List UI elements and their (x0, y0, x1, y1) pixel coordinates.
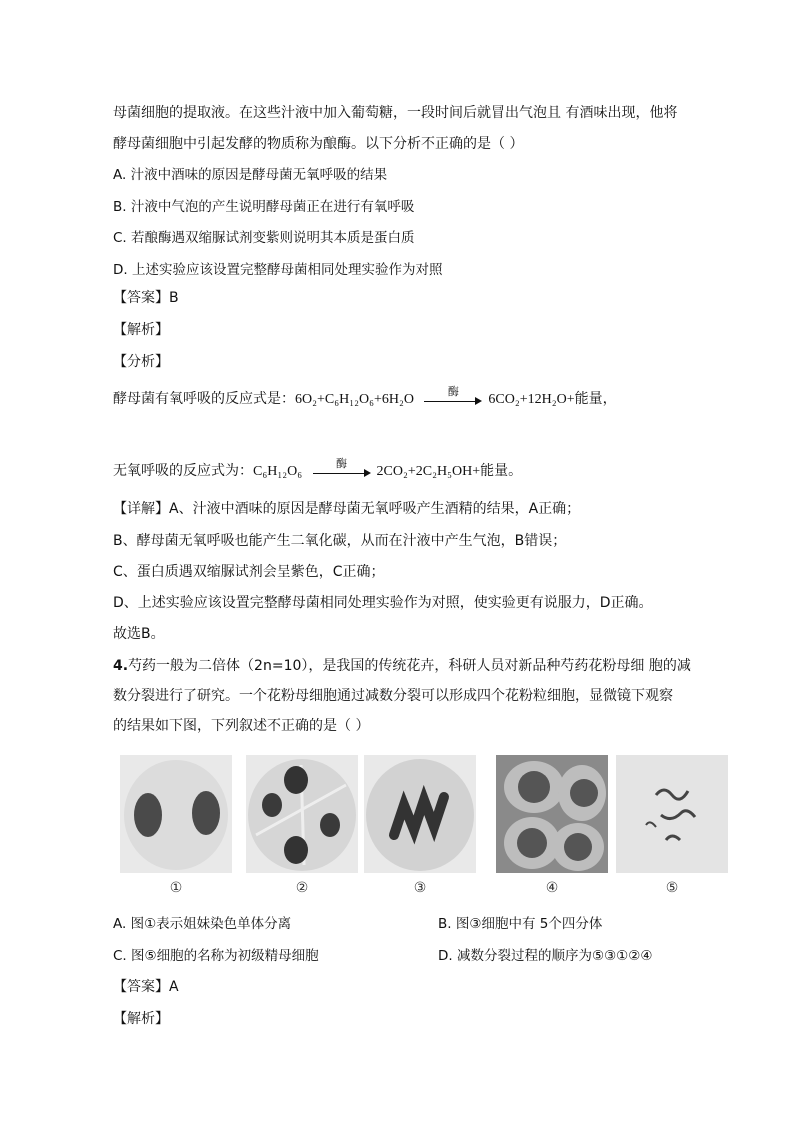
enzyme-label: 酶 (336, 457, 348, 470)
anaerobic-left: C₆H₁₂O₆ (253, 464, 303, 479)
figure-label-1: ① (169, 880, 183, 896)
aerobic-left: 6O₂+C₆H₁₂O₆+6H₂O (295, 392, 414, 407)
reaction-arrow (313, 457, 371, 481)
q4-option-d: D. 减数分裂过程的顺序为⑤③①②④ (438, 948, 653, 964)
detail-line-5: 故选B。 (113, 626, 165, 642)
anaerobic-prefix: 无氧呼吸的反应式为： (113, 463, 253, 479)
aerobic-right: 6CO₂+12H₂O+能量， (488, 392, 617, 407)
figure-label-3: ③ (413, 880, 427, 896)
q4-answer (113, 977, 179, 997)
q3-option-b: B. 汁液中气泡的产生说明酵母菌正在进行有氧呼吸 (113, 199, 415, 215)
q4-number: 4. (113, 658, 129, 674)
q4-option-b: B. 图③细胞中有 5个四分体 (438, 916, 603, 932)
micrograph-1 (120, 755, 232, 873)
q4-line-1 (113, 656, 691, 676)
q4-option-a: A. 图①表示姐妹染色单体分离 (113, 916, 292, 932)
detail-line-1: 【详解】A、汁液中酒味的原因是酵母菌无氧呼吸产生酒精的结果，A正确； (113, 501, 581, 517)
q3-answer (113, 288, 179, 308)
micrograph-4 (496, 755, 608, 873)
aerobic-prefix: 酵母菌有氧呼吸的反应式是： (113, 391, 295, 407)
figure-label-5: ⑤ (665, 880, 679, 896)
enzyme-label: 酶 (447, 385, 459, 398)
aerobic-equation (113, 385, 617, 410)
reaction-arrow (424, 385, 482, 409)
anaerobic-right: 2CO₂+2C₂H₅OH+能量。 (376, 464, 523, 479)
detail-line-2: B、酵母菌无氧呼吸也能产生二氧化碳，从而在汁液中产生气泡，B错误； (113, 533, 567, 549)
q4-option-c: C. 图⑤细胞的名称为初级精母细胞 (113, 948, 319, 964)
intro-line-1: 母菌细胞的提取液。在这些汁液中加入葡萄糖，一段时间后就冒出气泡且 有酒味出现，他将 (113, 105, 678, 121)
answer-tag: 【答案】 (113, 290, 169, 306)
q3-option-a: A. 汁液中酒味的原因是酵母菌无氧呼吸的结果 (113, 167, 388, 183)
micrograph-2 (246, 755, 358, 873)
answer-value: A (169, 979, 179, 995)
intro-line-2: 酵母菌细胞中引起发酵的物质称为酿酶。以下分析不正确的是（ ） (113, 136, 524, 152)
micrograph-5 (616, 755, 728, 873)
fenxi-tag: 【分析】 (113, 354, 169, 370)
jiexi-tag: 【解析】 (113, 322, 169, 338)
answer-value: B (169, 290, 179, 306)
q4-line-2: 数分裂进行了研究。一个花粉母细胞通过减数分裂可以形成四个花粉粒细胞，显微镜下观察 (113, 688, 673, 704)
detail-line-4: D、上述实验应该设置完整酵母菌相同处理实验作为对照，使实验更有说服力，D正确。 (113, 595, 653, 611)
figure-label-4: ④ (545, 880, 559, 896)
figure-label-2: ② (295, 880, 309, 896)
anaerobic-equation (113, 457, 523, 482)
answer-tag: 【答案】 (113, 979, 169, 995)
q4-line-3: 的结果如下图，下列叙述不正确的是（ ） (113, 718, 370, 734)
jiexi-tag-2: 【解析】 (113, 1011, 169, 1027)
q4-text-1: 芍药一般为二倍体（2n=10），是我国的传统花卉，科研人员对新品种芍药花粉母细 胞的减 (128, 658, 691, 674)
detail-line-3: C、蛋白质遇双缩脲试剂会呈紫色，C正确； (113, 564, 385, 580)
micrograph-3 (364, 755, 476, 873)
q3-option-d: D. 上述实验应该设置完整酵母菌相同处理实验作为对照 (113, 262, 443, 278)
q3-option-c: C. 若酿酶遇双缩脲试剂变紫则说明其本质是蛋白质 (113, 230, 415, 246)
